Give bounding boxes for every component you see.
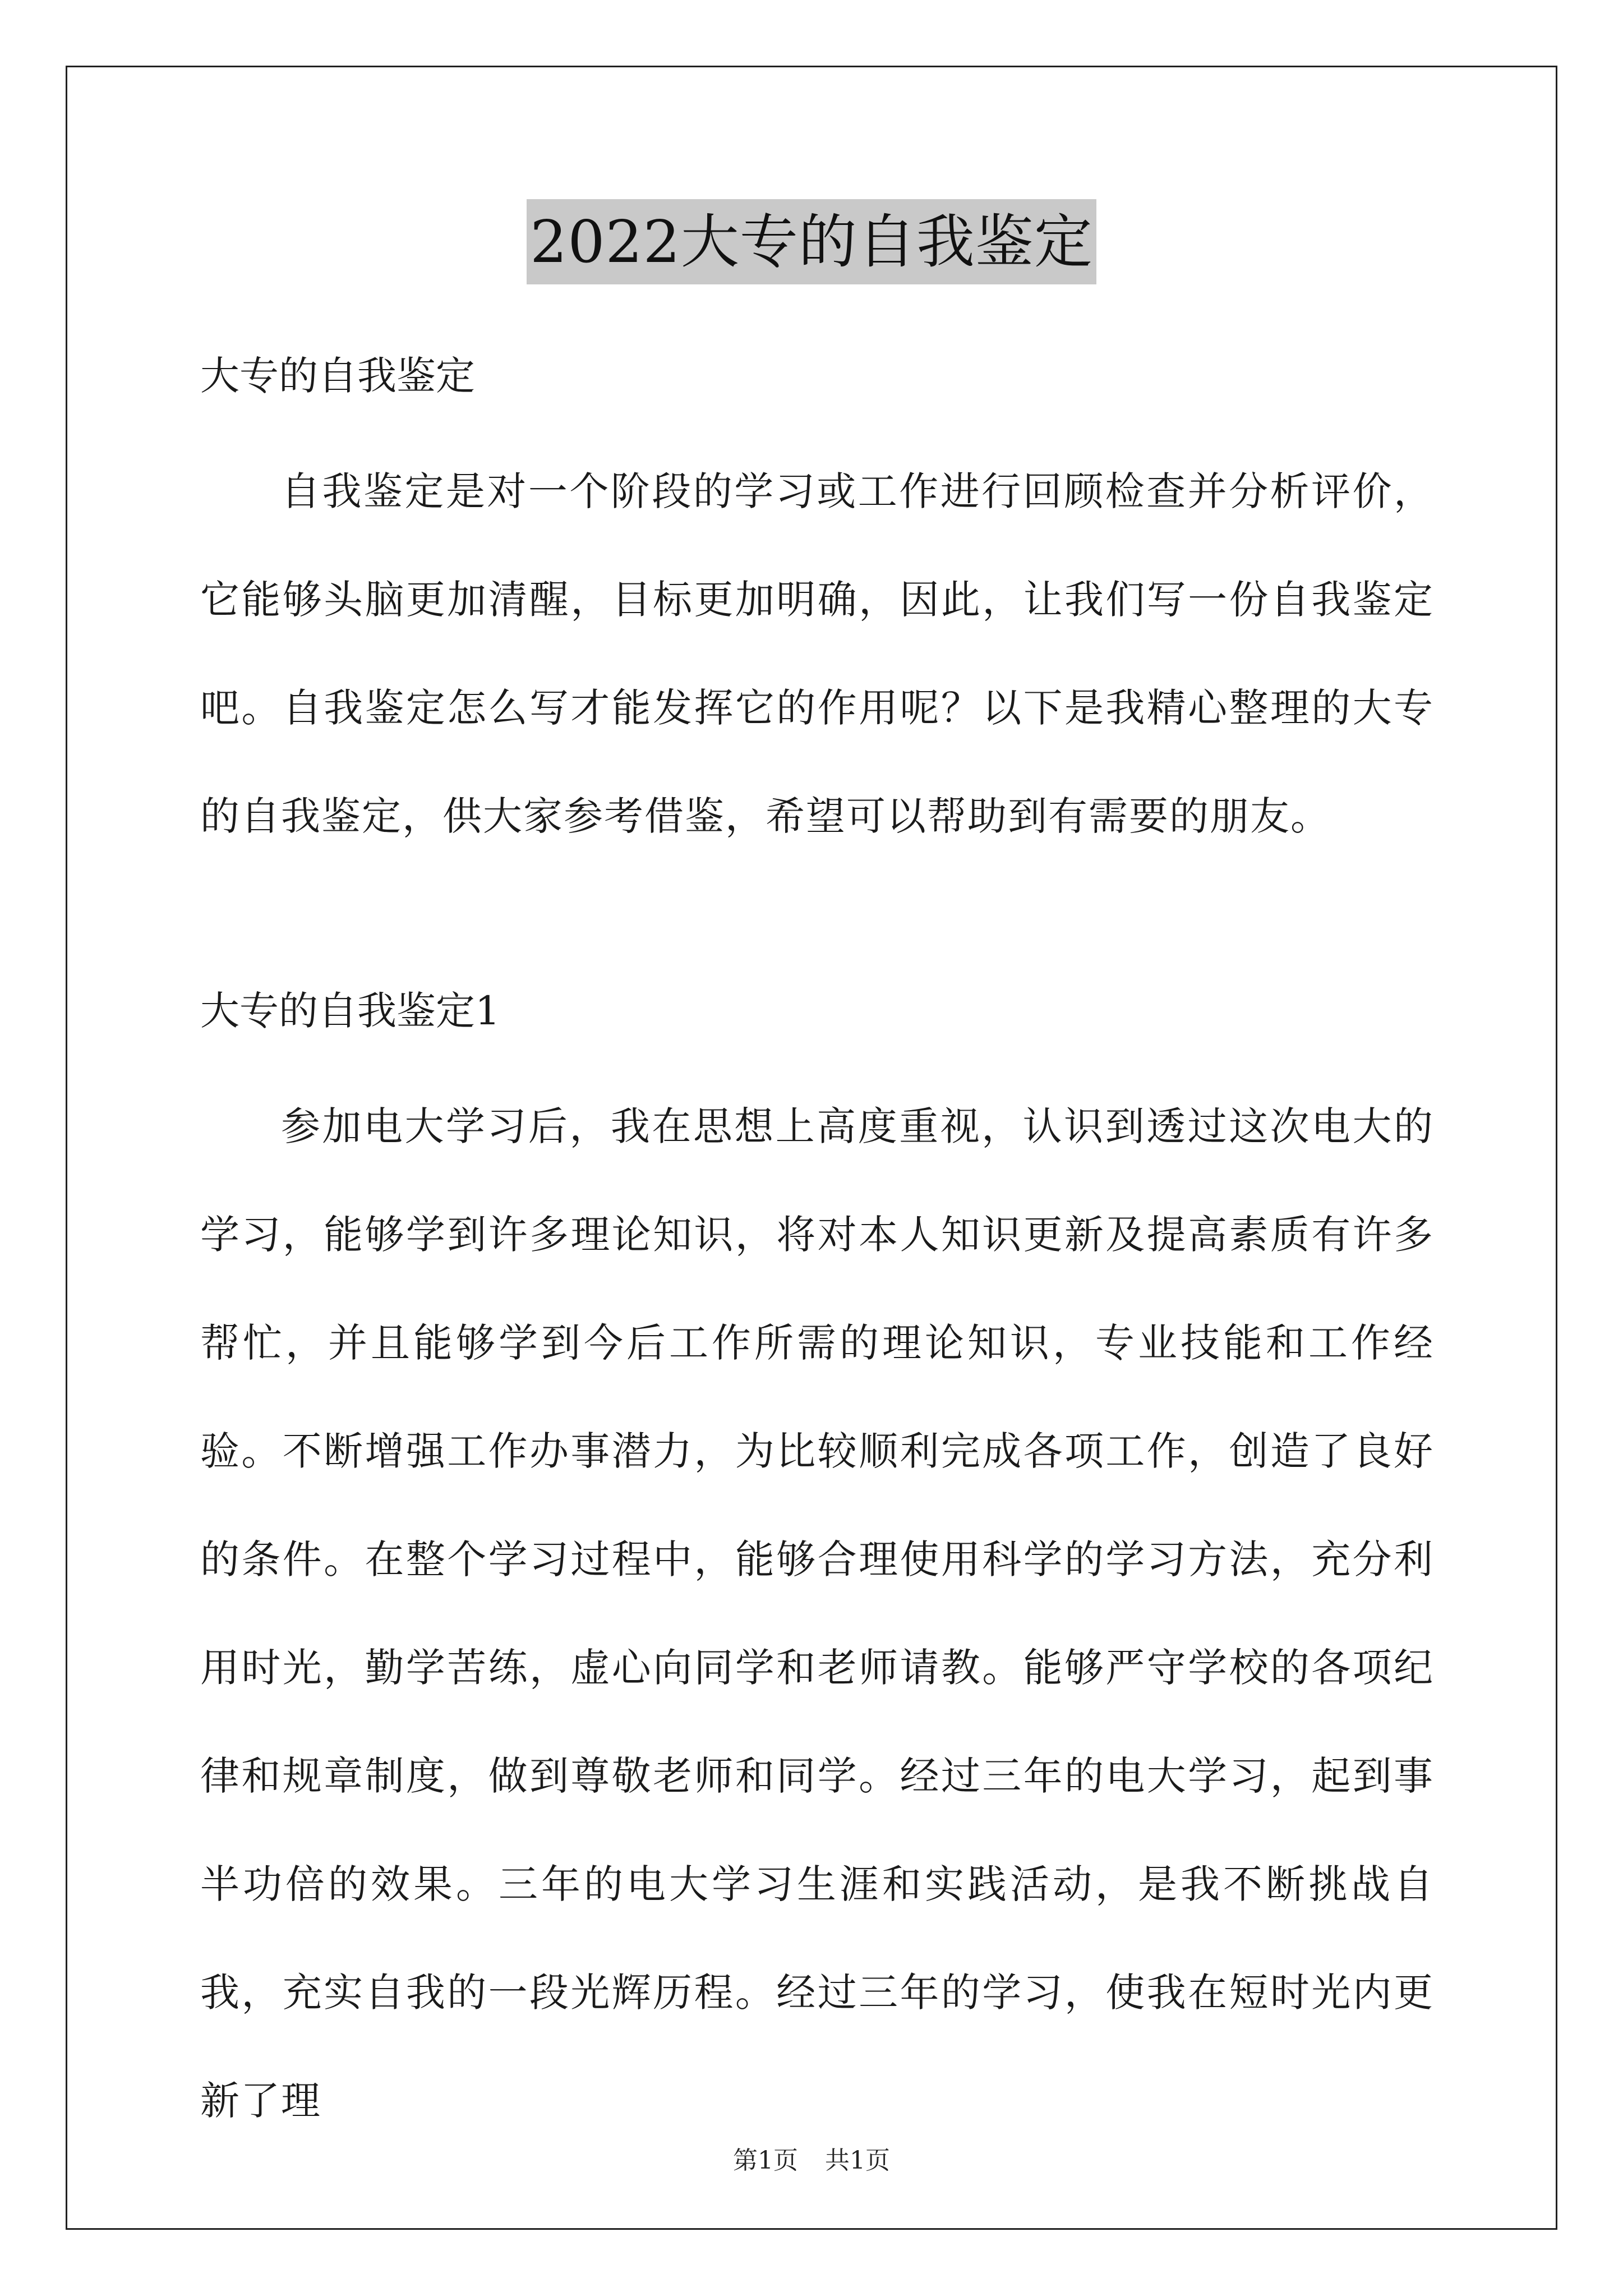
document-title: 2022大专的自我鉴定 [527, 199, 1096, 284]
section1-paragraph: 参加电大学习后，我在思想上高度重视，认识到透过这次电大的学习，能够学到许多理论知识，将对本人知识更新及提高素质有许多帮忙，并且能够学到今后工作所需的理论知识，专业技能和工作经验。不断增强工作办事潜力，为比较顺利完成各项工作，创造了良好的条件。在整个学习过程中，能够合理使用科学的学习方法，充分利用时光，勤学苦练，虚心向同学和老师请教。能够严守学校的各项纪律和规章制度，做到尊敬老师和同学。经过三年的电大学习，起到事半功倍的效果。三年的电大学习生涯和实践活动，是我不断挑战自我，充实自我的一段光辉历程。经过三年的学习，使我在短时光内更新了理 [200, 1103, 1434, 2124]
section1-heading: 大专的自我鉴定1 [200, 988, 500, 1034]
page-number-total: 共1页 [825, 2146, 890, 2175]
title-wrap [0, 199, 1623, 284]
page-footer [0, 2144, 1623, 2178]
document-body [200, 337, 1434, 2155]
page-number-current: 第1页 [733, 2146, 798, 2175]
intro-heading: 大专的自我鉴定 [200, 353, 475, 399]
intro-paragraph: 自我鉴定是对一个阶段的学习或工作进行回顾检查并分析评价，它能够头脑更加清醒，目标更加明确，因此，让我们写一份自我鉴定吧。自我鉴定怎么写才能发挥它的作用呢？以下是我精心整理的大专的自我鉴定，供大家参考借鉴，希望可以帮助到有需要的朋友。 [200, 468, 1434, 839]
